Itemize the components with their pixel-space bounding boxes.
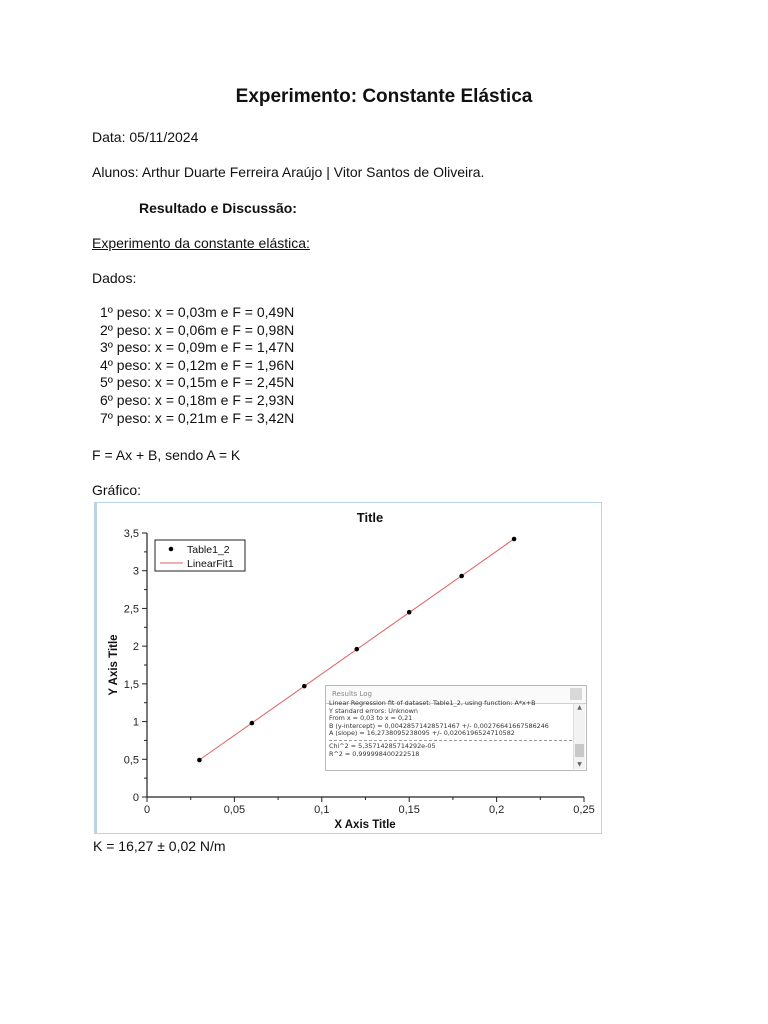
scrollbar-thumb[interactable] [575,744,584,757]
log-line: A (slope) = 16,2738095238095 +/- 0,0206196524710582 [329,729,515,738]
x-tick-label: 0,25 [573,804,595,816]
x-tick-label: 0,15 [398,804,420,816]
subsection-heading: Experimento da constante elástica: [92,235,310,251]
log-line: R^2 = 0,999998400222518 [329,749,420,758]
section-heading: Resultado e Discussão: [139,200,297,216]
y-tick-label: 2,5 [123,603,139,616]
chevron-down-icon[interactable]: ▼ [577,761,582,768]
close-icon[interactable] [570,688,582,700]
y-tick-label: 2 [132,641,139,654]
y-tick-label: 1 [132,716,139,729]
y-tick-label: 0,5 [123,754,139,767]
data-label: Dados: [92,270,137,286]
data-row: 1º peso: x = 0,03m e F = 0,49N [100,304,295,320]
log-line: From x = 0,03 to x = 0,21 [329,714,413,723]
log-separator [329,740,572,741]
data-row: 7º peso: x = 0,21m e F = 3,42N [100,409,295,426]
students-line: Alunos: Arthur Duarte Ferreira Araújo | Vitor Santos de Oliveira. [92,164,485,180]
result-line: K = 16,27 ± 0,02 N/m [93,838,226,854]
y-tick-label: 0 [132,792,139,804]
x-tick-label: 0 [143,804,151,816]
data-point [197,758,202,763]
chart-title: Title [356,510,384,525]
formula-line: F = Ax + B, sendo A = K [92,447,241,463]
x-tick-label: 0,1 [314,804,330,816]
data-point [354,647,359,652]
data-list [100,304,294,427]
chart-figure [94,502,602,834]
log-line: Linear Regression fit of dataset: Table1_2, using function: A*x+B [329,699,536,707]
data-row: 2º peso: x = 0,06m e F = 0,98N [100,321,295,338]
data-row: 4º peso: x = 0,12m e F = 1,96N [100,356,295,373]
legend-label: Table1_2 [187,544,230,556]
x-tick-label: 0,05 [223,804,246,816]
graph-label: Gráfico: [92,482,142,498]
date-line: Data: 05/11/2024 [92,129,199,145]
y-tick-label: 3 [132,565,139,578]
data-row: 5º peso: x = 0,15m e F = 2,45N [100,374,295,391]
x-tick-label: 0,2 [488,804,505,816]
data-row: 3º peso: x = 0,09m e F = 1,47N [100,339,295,356]
data-point [459,574,464,579]
x-axis-title: X Axis Title [334,819,396,831]
data-point [250,721,255,726]
y-axis-title: Y Axis Title [108,634,120,696]
results-log-window[interactable] [325,685,587,771]
data-point [512,537,517,542]
log-line: Chi^2 = 5,35714285714292e-05 [329,741,436,750]
chart-svg [97,503,602,833]
chevron-up-icon[interactable]: ▲ [577,704,582,711]
legend-marker-points [169,547,174,552]
log-line: B (y-intercept) = 0,00428571428571467 +/- 0,00276641667586246 [329,721,549,730]
y-tick-label: 3,5 [123,528,139,540]
data-point [407,610,412,615]
results-log-scrollbar[interactable] [573,704,585,769]
results-log-title: Results Log [332,690,373,698]
y-tick-label: 1,5 [123,678,139,691]
data-row: 6º peso: x = 0,18m e F = 2,93N [100,391,295,408]
page-title: Experimento: Constante Elástica [235,86,533,107]
results-log-body [328,699,572,769]
data-point [302,684,307,689]
log-line: Y standard errors: Unknown [329,706,418,715]
legend-label: LinearFit1 [187,558,234,570]
